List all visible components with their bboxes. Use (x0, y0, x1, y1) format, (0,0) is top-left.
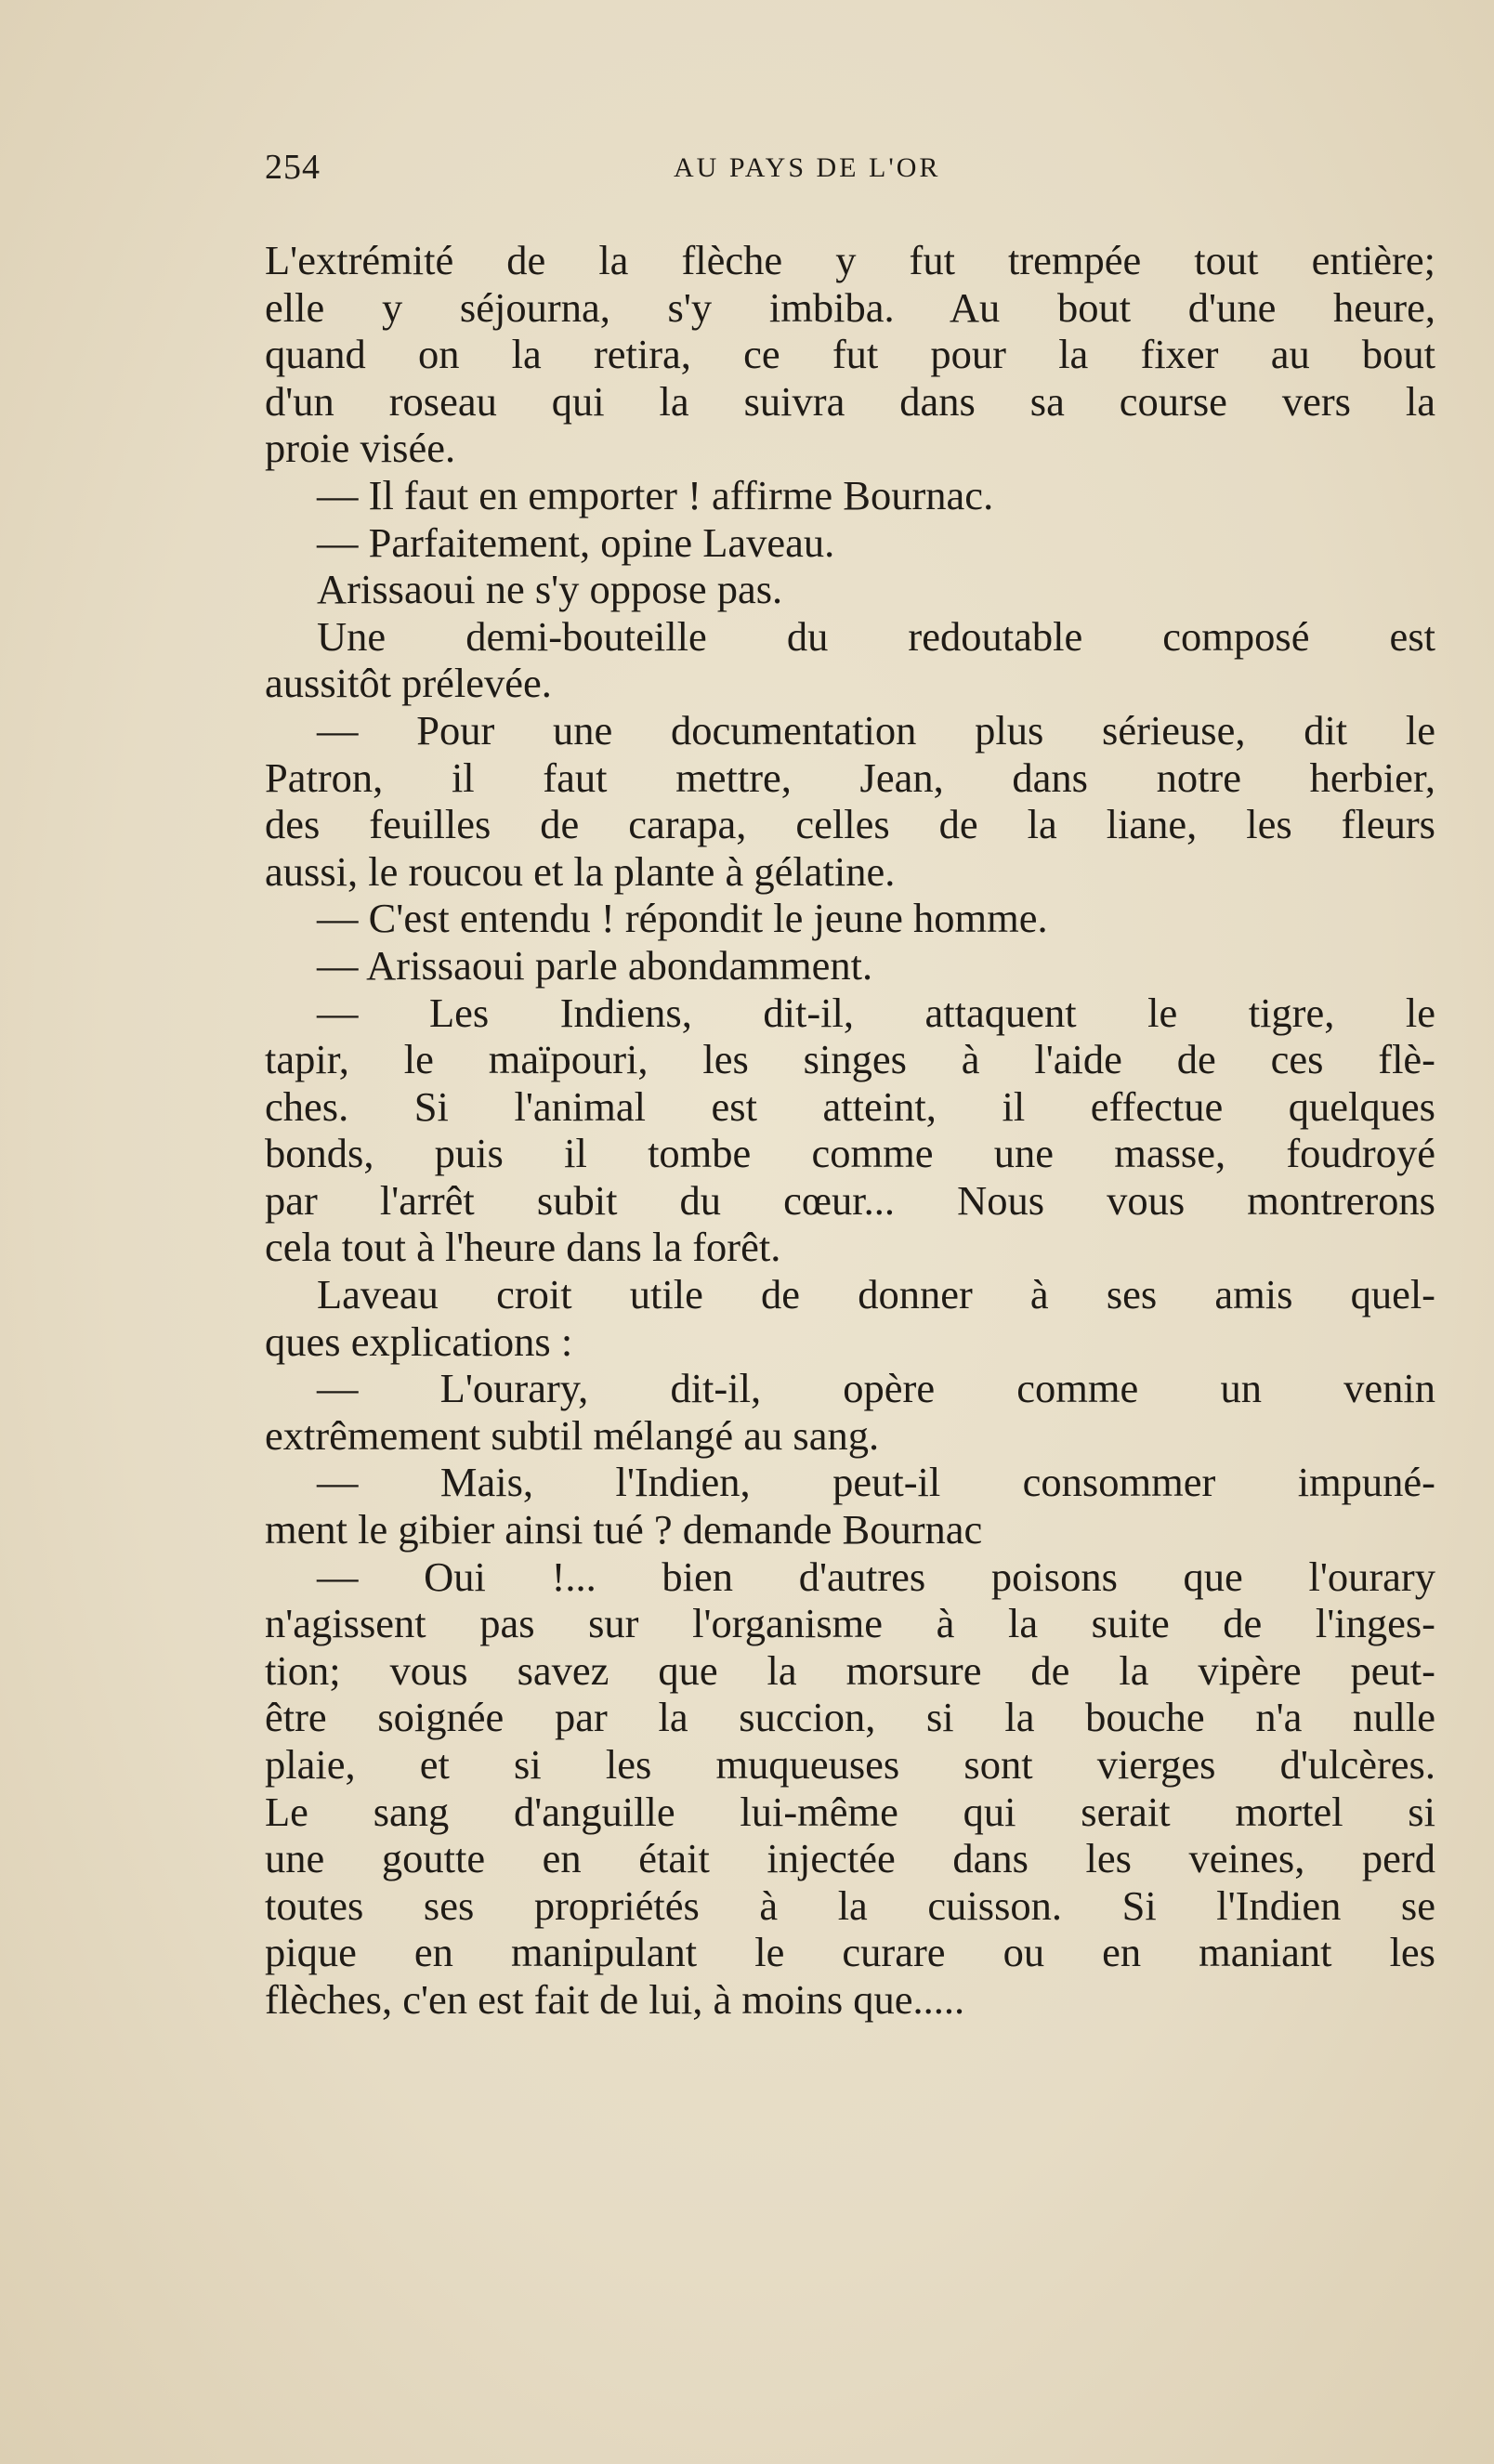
text-line: Patron, il faut mettre, Jean, dans notre herbier, (265, 754, 1435, 801)
text-line: proie visée. (265, 425, 456, 472)
text-line: — Pour une documentation plus sérieuse, dit le (317, 706, 1435, 754)
text-line: — Il faut en emporter ! affirme Bournac. (317, 471, 994, 518)
text-line: par l'arrêt subit du cœur... Nous vous montrerons (265, 1176, 1435, 1224)
text-line: — L'ourary, dit-il, opère comme un venin (317, 1365, 1435, 1412)
text-line: ches. Si l'animal est atteint, il effectue quelques (265, 1082, 1435, 1130)
text-line: une goutte en était injectée dans les veines, perd (265, 1835, 1435, 1882)
text-line: des feuilles de carapa, celles de la liane, les fleurs (265, 801, 1435, 848)
text-line: aussi, le roucou et la plante à gélatine. (265, 847, 896, 895)
text-line: — Oui !... bien d'autres poisons que l'ourary (317, 1553, 1435, 1600)
text-line: flèches, c'en est fait de lui, à moins que..... (265, 1975, 965, 2023)
text-line: Le sang d'anguille lui-même qui serait mortel si (265, 1788, 1435, 1835)
text-line: extrêmement subtil mélangé au sang. (265, 1411, 880, 1459)
running-title: AU PAYS DE L'OR (674, 152, 941, 183)
page-number: 254 (265, 148, 321, 187)
text-line: bonds, puis il tombe comme une masse, foudroyé (265, 1130, 1435, 1177)
text-line: ment le gibier ainsi tué ? demande Bournac (265, 1506, 983, 1553)
text-line: quand on la retira, ce fut pour la fixer au bout (265, 331, 1435, 378)
text-line: d'un roseau qui la suivra dans sa course vers la (265, 377, 1435, 425)
text-line: Laveau croit utile de donner à ses amis quel- (317, 1271, 1435, 1318)
text-line: être soignée par la succion, si la bouche n'a nulle (265, 1694, 1435, 1741)
running-head (265, 147, 1445, 193)
text-line: ques explications : (265, 1317, 573, 1365)
text-line: Une demi-bouteille du redoutable composé est (317, 612, 1435, 660)
text-line: Arissaoui ne s'y oppose pas. (317, 566, 783, 613)
text-line: toutes ses propriétés à la cuisson. Si l'Indien se (265, 1881, 1435, 1929)
body-text (265, 237, 1435, 2024)
text-line: — Arissaoui parle abondamment. (317, 941, 873, 989)
text-line: tapir, le maïpouri, les singes à l'aide de ces flè- (265, 1036, 1435, 1083)
text-line: L'extrémité de la flèche y fut trempée tout entière; (265, 237, 1435, 283)
text-line: — Mais, l'Indien, peut-il consommer impuné- (317, 1459, 1435, 1506)
text-line: pique en manipulant le curare ou en maniant les (265, 1929, 1435, 1976)
text-line: — Parfaitement, opine Laveau. (317, 518, 835, 566)
text-line: aussitôt prélevée. (265, 660, 552, 707)
text-line: plaie, et si les muqueuses sont vierges d'ulcères. (265, 1741, 1435, 1788)
text-line: — C'est entendu ! répondit le jeune homme. (317, 895, 1048, 942)
text-line: — Les Indiens, dit-il, attaquent le tigre, le (317, 989, 1435, 1036)
text-line: n'agissent pas sur l'organisme à la suite de l'inges- (265, 1600, 1435, 1647)
text-line: cela tout à l'heure dans la forêt. (265, 1224, 781, 1271)
text-line: tion; vous savez que la morsure de la vipère peut- (265, 1646, 1435, 1694)
text-line: elle y séjourna, s'y imbiba. Au bout d'une heure, (265, 283, 1435, 331)
